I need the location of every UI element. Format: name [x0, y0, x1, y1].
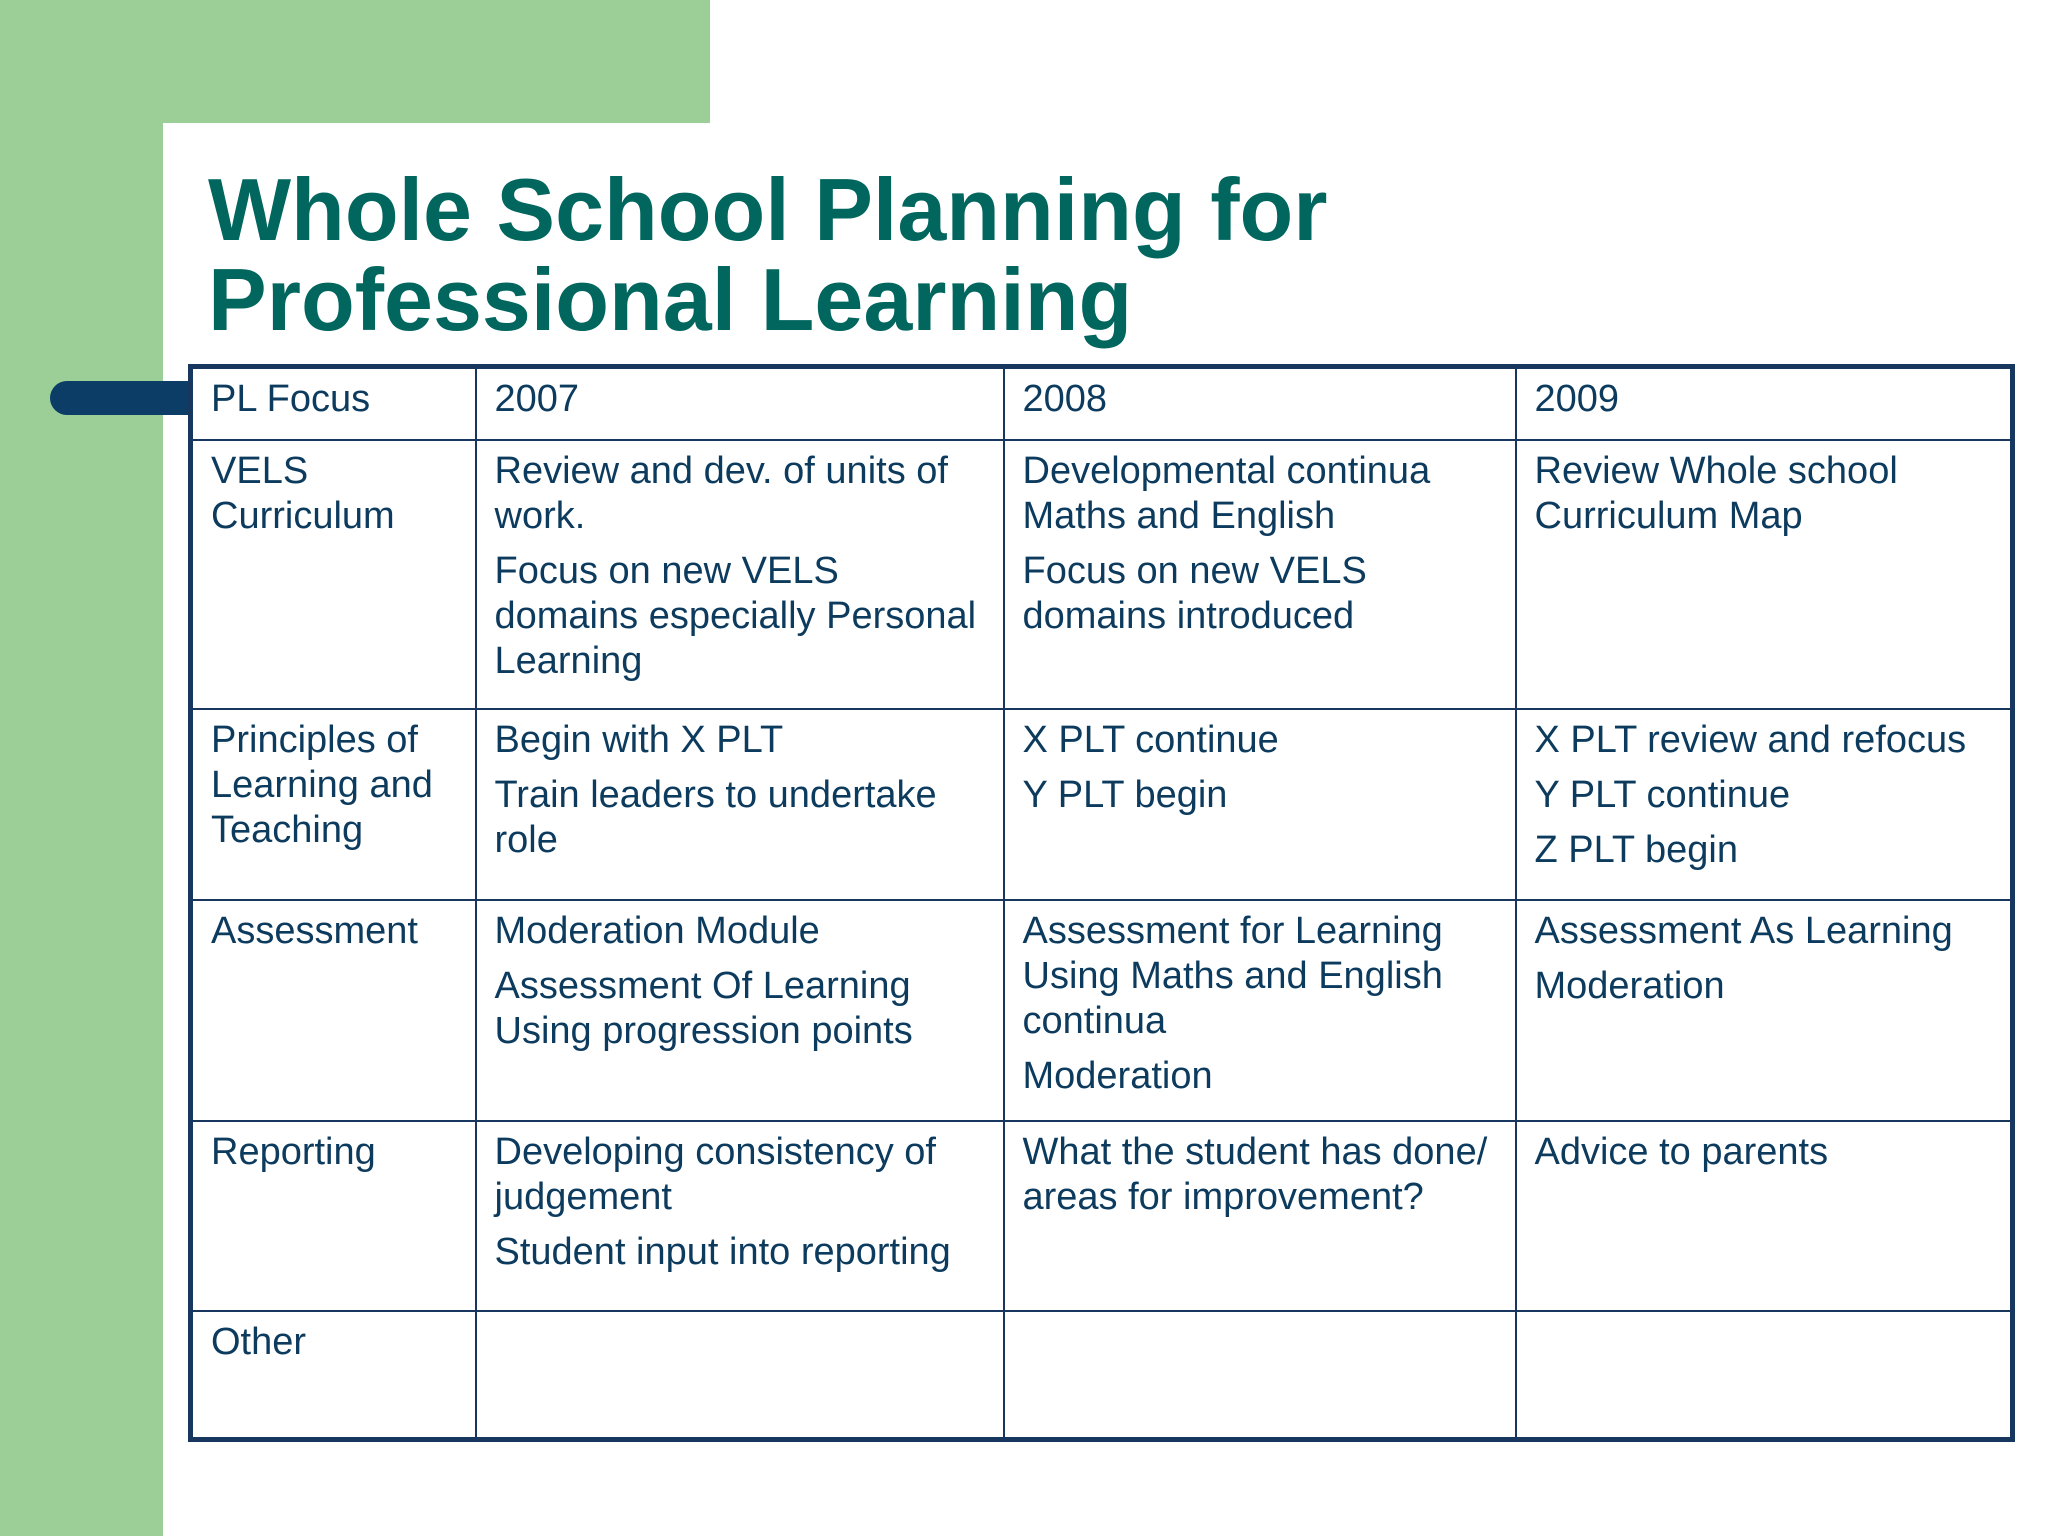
table-cell	[476, 1311, 1004, 1439]
header-cell: 2007	[476, 367, 1004, 440]
cell-text: Developing consistency of judgement	[494, 1130, 936, 1218]
cell-text: Assessment As Learning	[1534, 909, 1953, 952]
cell-text: Moderation	[1022, 1054, 1213, 1097]
cell-text: Train leaders to undertake role	[494, 774, 937, 862]
table-cell	[1516, 440, 2013, 710]
pointer-tab	[50, 381, 200, 415]
table-header-row	[191, 367, 2013, 440]
table-cell	[476, 900, 1004, 1121]
cell-text: Moderation	[1534, 964, 1725, 1007]
table-cell	[1516, 1121, 2013, 1312]
top-accent-bar	[0, 0, 710, 123]
left-accent-bar	[0, 0, 163, 1536]
focus-cell: Principles of Learning and Teaching	[191, 709, 476, 900]
cell-text: Focus on new VELS domains especially Personal Learning	[494, 549, 977, 682]
focus-cell: Assessment	[191, 900, 476, 1121]
title-line-2: Professional Learning	[208, 250, 1133, 349]
focus-cell: Reporting	[191, 1121, 476, 1312]
cell-text: What the student has done/ areas for improvement?	[1022, 1130, 1488, 1218]
cell-text: Advice to parents	[1534, 1130, 1829, 1173]
cell-text: Y PLT continue	[1534, 774, 1791, 817]
header-cell: 2009	[1516, 367, 2013, 440]
planning-table	[188, 364, 2015, 1442]
cell-text: Y PLT begin	[1022, 774, 1228, 817]
table-cell	[1004, 1121, 1516, 1312]
table-row	[191, 709, 2013, 900]
table-cell	[476, 440, 1004, 710]
cell-text: X PLT continue	[1022, 719, 1279, 762]
table-cell	[1516, 900, 2013, 1121]
table-cell	[1004, 900, 1516, 1121]
table-cell	[1004, 1311, 1516, 1439]
table-cell	[476, 1121, 1004, 1312]
table-cell	[1516, 1311, 2013, 1439]
table-row	[191, 1121, 2013, 1312]
table-cell	[1004, 709, 1516, 900]
cell-text: Review Whole school Curriculum Map	[1534, 449, 1898, 537]
table-row	[191, 440, 2013, 710]
table-cell	[476, 709, 1004, 900]
cell-text: Z PLT begin	[1534, 829, 1738, 872]
cell-text: Moderation Module	[494, 909, 820, 952]
table-cell	[1004, 440, 1516, 710]
table-row	[191, 1311, 2013, 1439]
cell-text: Focus on new VELS domains introduced	[1022, 549, 1367, 637]
table-cell	[1516, 709, 2013, 900]
focus-cell: Other	[191, 1311, 476, 1439]
cell-text: Assessment for Learning Using Maths and English continua	[1022, 909, 1443, 1042]
focus-cell: VELS Curriculum	[191, 440, 476, 710]
slide-title	[208, 160, 1328, 349]
cell-text: Begin with X PLT	[494, 719, 784, 762]
header-cell: 2008	[1004, 367, 1516, 440]
cell-text: X PLT review and refocus	[1534, 719, 1967, 762]
title-line-1: Whole School Planning for	[208, 160, 1328, 259]
cell-text: Assessment Of Learning Using progression points	[494, 964, 913, 1052]
table-row	[191, 900, 2013, 1121]
cell-text: Student input into reporting	[494, 1230, 951, 1273]
header-cell: PL Focus	[191, 367, 476, 440]
cell-text: Developmental continua Maths and English	[1022, 449, 1431, 537]
cell-text: Review and dev. of units of work.	[494, 449, 948, 537]
